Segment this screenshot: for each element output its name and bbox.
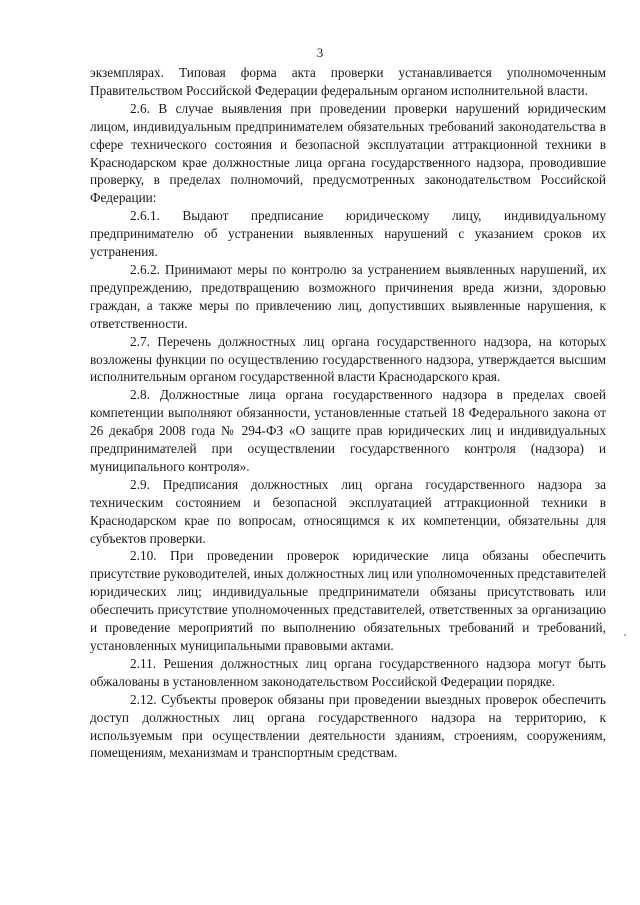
paragraph-2-6: 2.6. В случае выявления при проведении проверки нарушений юридическим лицом, индивидуальным предпринимателем обязательных требований законодательства в сфере технического состояния и безопасной эксплуатации аттракционной техники в Краснодарском крае должностные лица органа государственного надзора, проводившие проверку, в пределах полномочий, предусмотренных законодательством Российской Федерации:	[90, 100, 606, 206]
page-number: 3	[316, 45, 324, 60]
paragraph-2-6-1: 2.6.1. Выдают предписание юридическому лицу, индивидуальному предпринимателю об устранении выявленных нарушений с указанием сроков их устранения.	[90, 208, 606, 260]
document-body	[90, 64, 606, 762]
paragraph-2-10: 2.10. При проведении проверок юридические лица обязаны обеспечить присутствие руководителей, иных должностных лиц или уполномоченных представителей юридических лиц; индивидуальные предприниматели обязаны присутствовать или обеспечить присутствие уполномоченных представителей, ответственных за организацию и проведение мероприятий по выполнению обязательных требований и требований, установленных муниципальными правовыми актами.	[90, 548, 606, 653]
paragraph-2-12: 2.12. Субъекты проверок обязаны при проведении выездных проверок обеспечить доступ должностных лиц органа государственного надзора на территорию, к используемым при осуществлении деятельности зданиям, строениям, сооружениям, помещениям, механизмам и транспортным средствам.	[90, 691, 606, 761]
paragraph-2-6-2: 2.6.2. Принимают меры по контролю за устранением выявленных нарушений, их предупреждению, предотвращению возможного причинения вреда жизни, здоровью граждан, а также меры по привлечению лиц, допустивших выявленные нарушения, к ответственности.	[90, 261, 606, 331]
paragraph-2-8: 2.8. Должностные лица органа государственного надзора в пределах своей компетенции выполняют обязанности, установленные статьей 18 Федерального закона от 26 декабря 2008 года № 294-ФЗ «О защите прав юридических лиц и индивидуальных предпринимателей при осуществлении государственного контроля (надзора) и муниципального контроля».	[90, 387, 606, 474]
paragraph-2-7: 2.7. Перечень должностных лиц органа государственного надзора, на которых возложены функции по осуществлению государственного надзора, утверждается высшим исполнительным органом государственной власти Краснодарского края.	[90, 333, 606, 385]
paragraph-continuation: экземплярах. Типовая форма акта проверки устанавливается уполномоченным Правительством Российской Федерации федеральным органом исполнительной власти.	[90, 65, 606, 98]
paragraph-2-11: 2.11. Решения должностных лиц органа государственного надзора могут быть обжалованы в установленном законодательством Российской Федерации порядке.	[90, 655, 606, 689]
scan-speck	[624, 634, 626, 636]
paragraph-2-9: 2.9. Предписания должностных лиц органа государственного надзора за техническим состоянием и безопасной эксплуатацией аттракционной техники в Краснодарском крае по вопросам, относящимся к их компетенции, обязательны для субъектов проверки.	[90, 476, 606, 546]
